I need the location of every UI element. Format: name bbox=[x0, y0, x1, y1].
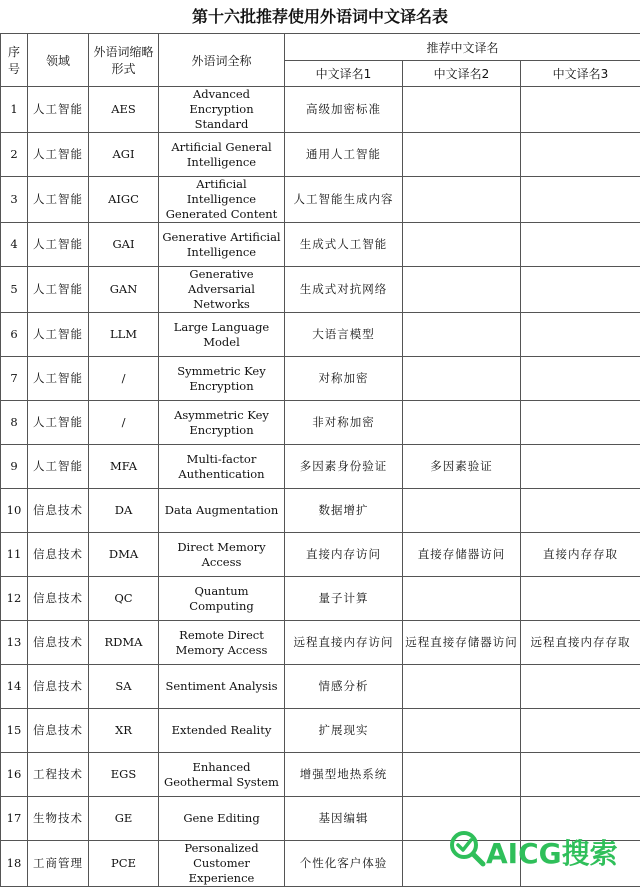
cell-cn3 bbox=[521, 577, 640, 621]
cell-abbr: XR bbox=[89, 709, 159, 753]
cell-cn1: 量子计算 bbox=[285, 577, 403, 621]
cell-cn1: 生成式对抗网络 bbox=[285, 267, 403, 313]
cell-cn2 bbox=[403, 401, 521, 445]
table-row bbox=[1, 313, 640, 357]
cell-field: 信息技术 bbox=[28, 577, 89, 621]
cell-full-name: Generative Artificial Intelligence bbox=[159, 223, 285, 267]
cell-full-name: Personalized Customer Experience bbox=[159, 841, 285, 887]
cell-cn3 bbox=[521, 177, 640, 223]
table-row bbox=[1, 753, 640, 797]
table-row bbox=[1, 223, 640, 267]
table-row bbox=[1, 577, 640, 621]
cell-cn1: 情感分析 bbox=[285, 665, 403, 709]
cell-abbr: GAI bbox=[89, 223, 159, 267]
cell-field: 人工智能 bbox=[28, 267, 89, 313]
cell-full-name: Quantum Computing bbox=[159, 577, 285, 621]
cell-abbr: AES bbox=[89, 87, 159, 133]
cell-cn1: 数据增扩 bbox=[285, 489, 403, 533]
cell-seq: 4 bbox=[1, 223, 28, 267]
cell-abbr: GAN bbox=[89, 267, 159, 313]
cell-abbr: MFA bbox=[89, 445, 159, 489]
table-row bbox=[1, 87, 640, 133]
cell-abbr: AIGC bbox=[89, 177, 159, 223]
cell-full-name: Generative Adversarial Networks bbox=[159, 267, 285, 313]
table-row bbox=[1, 665, 640, 709]
cell-cn2: 多因素验证 bbox=[403, 445, 521, 489]
table-row bbox=[1, 177, 640, 223]
cell-seq: 9 bbox=[1, 445, 28, 489]
cell-cn3 bbox=[521, 133, 640, 177]
cell-abbr: SA bbox=[89, 665, 159, 709]
cell-seq: 6 bbox=[1, 313, 28, 357]
cell-cn2 bbox=[403, 489, 521, 533]
cell-cn3 bbox=[521, 445, 640, 489]
cell-abbr: AGI bbox=[89, 133, 159, 177]
cell-cn1: 远程直接内存访问 bbox=[285, 621, 403, 665]
cell-cn1: 对称加密 bbox=[285, 357, 403, 401]
header-cn2: 中文译名2 bbox=[403, 61, 521, 87]
cell-cn3 bbox=[521, 753, 640, 797]
cell-cn1: 通用人工智能 bbox=[285, 133, 403, 177]
cell-seq: 14 bbox=[1, 665, 28, 709]
cell-cn2 bbox=[403, 223, 521, 267]
cell-abbr: DA bbox=[89, 489, 159, 533]
cell-cn1: 增强型地热系统 bbox=[285, 753, 403, 797]
cell-field: 工程技术 bbox=[28, 753, 89, 797]
cell-full-name: Artificial General Intelligence bbox=[159, 133, 285, 177]
cell-cn1: 直接内存访问 bbox=[285, 533, 403, 577]
header-cn3: 中文译名3 bbox=[521, 61, 640, 87]
cell-cn1: 大语言模型 bbox=[285, 313, 403, 357]
cell-abbr: DMA bbox=[89, 533, 159, 577]
cell-seq: 1 bbox=[1, 87, 28, 133]
cell-cn2: 直接存储器访问 bbox=[403, 533, 521, 577]
header-cn1: 中文译名1 bbox=[285, 61, 403, 87]
cell-field: 人工智能 bbox=[28, 133, 89, 177]
cell-abbr: RDMA bbox=[89, 621, 159, 665]
header-abbr: 外语词缩略形式 bbox=[89, 34, 159, 87]
cell-full-name: Gene Editing bbox=[159, 797, 285, 841]
cell-cn1: 基因编辑 bbox=[285, 797, 403, 841]
table-row bbox=[1, 709, 640, 753]
cell-full-name: Symmetric Key Encryption bbox=[159, 357, 285, 401]
cell-seq: 15 bbox=[1, 709, 28, 753]
cell-cn3 bbox=[521, 709, 640, 753]
cell-field: 人工智能 bbox=[28, 445, 89, 489]
cell-cn2 bbox=[403, 665, 521, 709]
cell-cn1: 生成式人工智能 bbox=[285, 223, 403, 267]
cell-full-name: Data Augmentation bbox=[159, 489, 285, 533]
cell-full-name: Large Language Model bbox=[159, 313, 285, 357]
cell-field: 信息技术 bbox=[28, 533, 89, 577]
cell-cn2 bbox=[403, 267, 521, 313]
cell-abbr: LLM bbox=[89, 313, 159, 357]
cell-field: 人工智能 bbox=[28, 357, 89, 401]
cell-full-name: Sentiment Analysis bbox=[159, 665, 285, 709]
table-row bbox=[1, 357, 640, 401]
cell-cn3 bbox=[521, 357, 640, 401]
cell-seq: 3 bbox=[1, 177, 28, 223]
cell-full-name: Extended Reality bbox=[159, 709, 285, 753]
cell-cn3 bbox=[521, 313, 640, 357]
cell-seq: 17 bbox=[1, 797, 28, 841]
table-row bbox=[1, 267, 640, 313]
cell-cn1: 多因素身份验证 bbox=[285, 445, 403, 489]
cell-full-name: Direct Memory Access bbox=[159, 533, 285, 577]
cell-cn1: 人工智能生成内容 bbox=[285, 177, 403, 223]
cell-seq: 7 bbox=[1, 357, 28, 401]
cell-seq: 5 bbox=[1, 267, 28, 313]
header-seq: 序号 bbox=[1, 34, 28, 87]
cell-seq: 10 bbox=[1, 489, 28, 533]
cell-field: 工商管理 bbox=[28, 841, 89, 887]
cell-cn1: 高级加密标准 bbox=[285, 87, 403, 133]
cell-cn2 bbox=[403, 577, 521, 621]
header-full-name: 外语词全称 bbox=[159, 34, 285, 87]
cell-abbr: PCE bbox=[89, 841, 159, 887]
cell-cn2 bbox=[403, 709, 521, 753]
cell-full-name: Remote Direct Memory Access bbox=[159, 621, 285, 665]
table-row bbox=[1, 489, 640, 533]
cell-cn3: 远程直接内存存取 bbox=[521, 621, 640, 665]
cell-cn3 bbox=[521, 87, 640, 133]
cell-seq: 2 bbox=[1, 133, 28, 177]
cell-cn2 bbox=[403, 87, 521, 133]
cell-field: 生物技术 bbox=[28, 797, 89, 841]
table-row bbox=[1, 401, 640, 445]
cell-field: 人工智能 bbox=[28, 313, 89, 357]
table-row bbox=[1, 621, 640, 665]
cell-seq: 8 bbox=[1, 401, 28, 445]
cell-seq: 16 bbox=[1, 753, 28, 797]
table-body bbox=[1, 87, 640, 887]
table-row bbox=[1, 533, 640, 577]
cell-cn2 bbox=[403, 177, 521, 223]
cell-cn2 bbox=[403, 133, 521, 177]
cell-field: 人工智能 bbox=[28, 87, 89, 133]
cell-cn2 bbox=[403, 357, 521, 401]
cell-field: 人工智能 bbox=[28, 401, 89, 445]
cell-seq: 13 bbox=[1, 621, 28, 665]
cell-cn1: 扩展现实 bbox=[285, 709, 403, 753]
cell-cn3 bbox=[521, 401, 640, 445]
cell-full-name: Advanced Encryption Standard bbox=[159, 87, 285, 133]
cell-seq: 12 bbox=[1, 577, 28, 621]
cell-full-name: Multi-factor Authentication bbox=[159, 445, 285, 489]
cell-seq: 11 bbox=[1, 533, 28, 577]
cell-cn2: 远程直接存储器访问 bbox=[403, 621, 521, 665]
cell-cn3 bbox=[521, 489, 640, 533]
table-row bbox=[1, 133, 640, 177]
cell-cn3: 直接内存存取 bbox=[521, 533, 640, 577]
cell-cn3 bbox=[521, 267, 640, 313]
header-field: 领域 bbox=[28, 34, 89, 87]
cell-cn2 bbox=[403, 313, 521, 357]
cell-full-name: Asymmetric Key Encryption bbox=[159, 401, 285, 445]
cell-abbr: EGS bbox=[89, 753, 159, 797]
cell-field: 人工智能 bbox=[28, 177, 89, 223]
translation-table bbox=[0, 33, 640, 887]
page-title: 第十六批推荐使用外语词中文译名表 bbox=[0, 0, 640, 33]
cell-abbr: QC bbox=[89, 577, 159, 621]
cell-full-name: Enhanced Geothermal System bbox=[159, 753, 285, 797]
table-row bbox=[1, 445, 640, 489]
cell-field: 信息技术 bbox=[28, 665, 89, 709]
cell-abbr: GE bbox=[89, 797, 159, 841]
cell-cn3 bbox=[521, 223, 640, 267]
header-recommended: 推荐中文译名 bbox=[285, 34, 640, 61]
cell-cn1: 个性化客户体验 bbox=[285, 841, 403, 887]
watermark-logo bbox=[446, 826, 640, 878]
cell-field: 信息技术 bbox=[28, 621, 89, 665]
cell-field: 人工智能 bbox=[28, 223, 89, 267]
watermark-text: AICG搜索 bbox=[486, 832, 618, 872]
cell-field: 信息技术 bbox=[28, 489, 89, 533]
cell-cn1: 非对称加密 bbox=[285, 401, 403, 445]
cell-seq: 18 bbox=[1, 841, 28, 887]
cell-full-name: Artificial Intelligence Generated Content bbox=[159, 177, 285, 223]
cell-cn2 bbox=[403, 753, 521, 797]
cell-abbr: / bbox=[89, 401, 159, 445]
cell-field: 信息技术 bbox=[28, 709, 89, 753]
cell-abbr: / bbox=[89, 357, 159, 401]
cell-cn3 bbox=[521, 665, 640, 709]
